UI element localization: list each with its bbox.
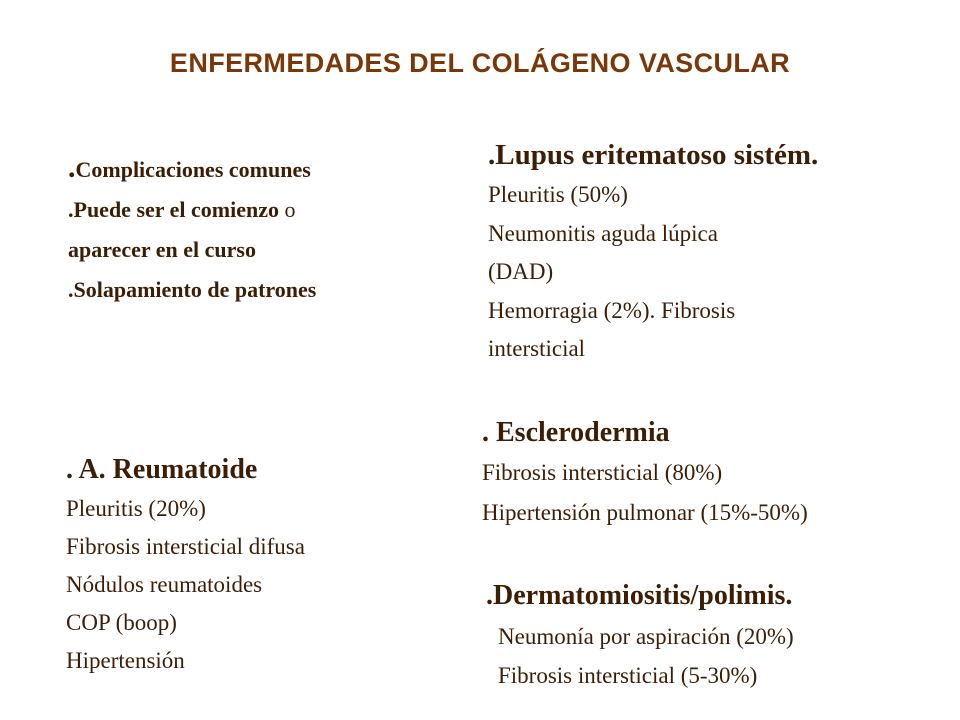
intro-line-1	[68, 148, 316, 190]
lupus-item: (DAD)	[488, 259, 554, 284]
lupus-item: Pleuritis (50%)	[488, 182, 628, 207]
esclerodermia-item: Fibrosis intersticial (80%)	[482, 460, 723, 485]
reumatoide-item: Fibrosis intersticial difusa	[66, 534, 305, 559]
esclerodermia-block	[482, 413, 808, 533]
reumatoide-heading: . A. Reumatoide	[66, 454, 258, 485]
intro-line-3: aparecer en el curso	[68, 237, 256, 262]
intro-line-2-bold: .Puede ser el comienzo	[68, 197, 279, 222]
reumatoide-item: Pleuritis (20%)	[66, 496, 206, 521]
lupus-heading: .Lupus eritematoso sistém.	[488, 139, 819, 171]
esclerodermia-item: Hipertensión pulmonar (15%-50%)	[482, 500, 808, 525]
intro-line-1-dot: .	[68, 151, 76, 184]
intro-line-2	[68, 190, 316, 230]
dermatomiositis-item: Fibrosis intersticial (5-30%)	[498, 663, 758, 688]
reumatoide-item: Hipertensión	[66, 648, 185, 673]
intro-line-4: .Solapamiento de patrones	[68, 277, 317, 302]
lupus-item: Hemorragia (2%). Fibrosis	[488, 297, 736, 323]
reumatoide-item: COP (boop)	[66, 610, 177, 635]
reumatoide-item: Nódulos reumatoides	[66, 572, 263, 597]
reumatoide-block	[66, 450, 305, 680]
lupus-block	[488, 134, 818, 369]
dermatomiositis-item: Neumonía por aspiración (20%)	[498, 624, 794, 649]
slide-title: ENFERMEDADES DEL COLÁGENO VASCULAR	[169, 48, 791, 78]
lupus-item: intersticial	[488, 336, 586, 361]
intro-line-1-text: Complicaciones comunes	[75, 157, 311, 182]
intro-block	[68, 148, 316, 310]
dermatomiositis-heading: .Dermatomiositis/polimis.	[486, 580, 793, 611]
intro-line-2-normal: o	[278, 197, 296, 222]
esclerodermia-heading: . Esclerodermia	[482, 417, 670, 448]
dermatomiositis-block	[486, 575, 794, 695]
lupus-item: Neumonitis aguda lúpica	[488, 220, 718, 246]
